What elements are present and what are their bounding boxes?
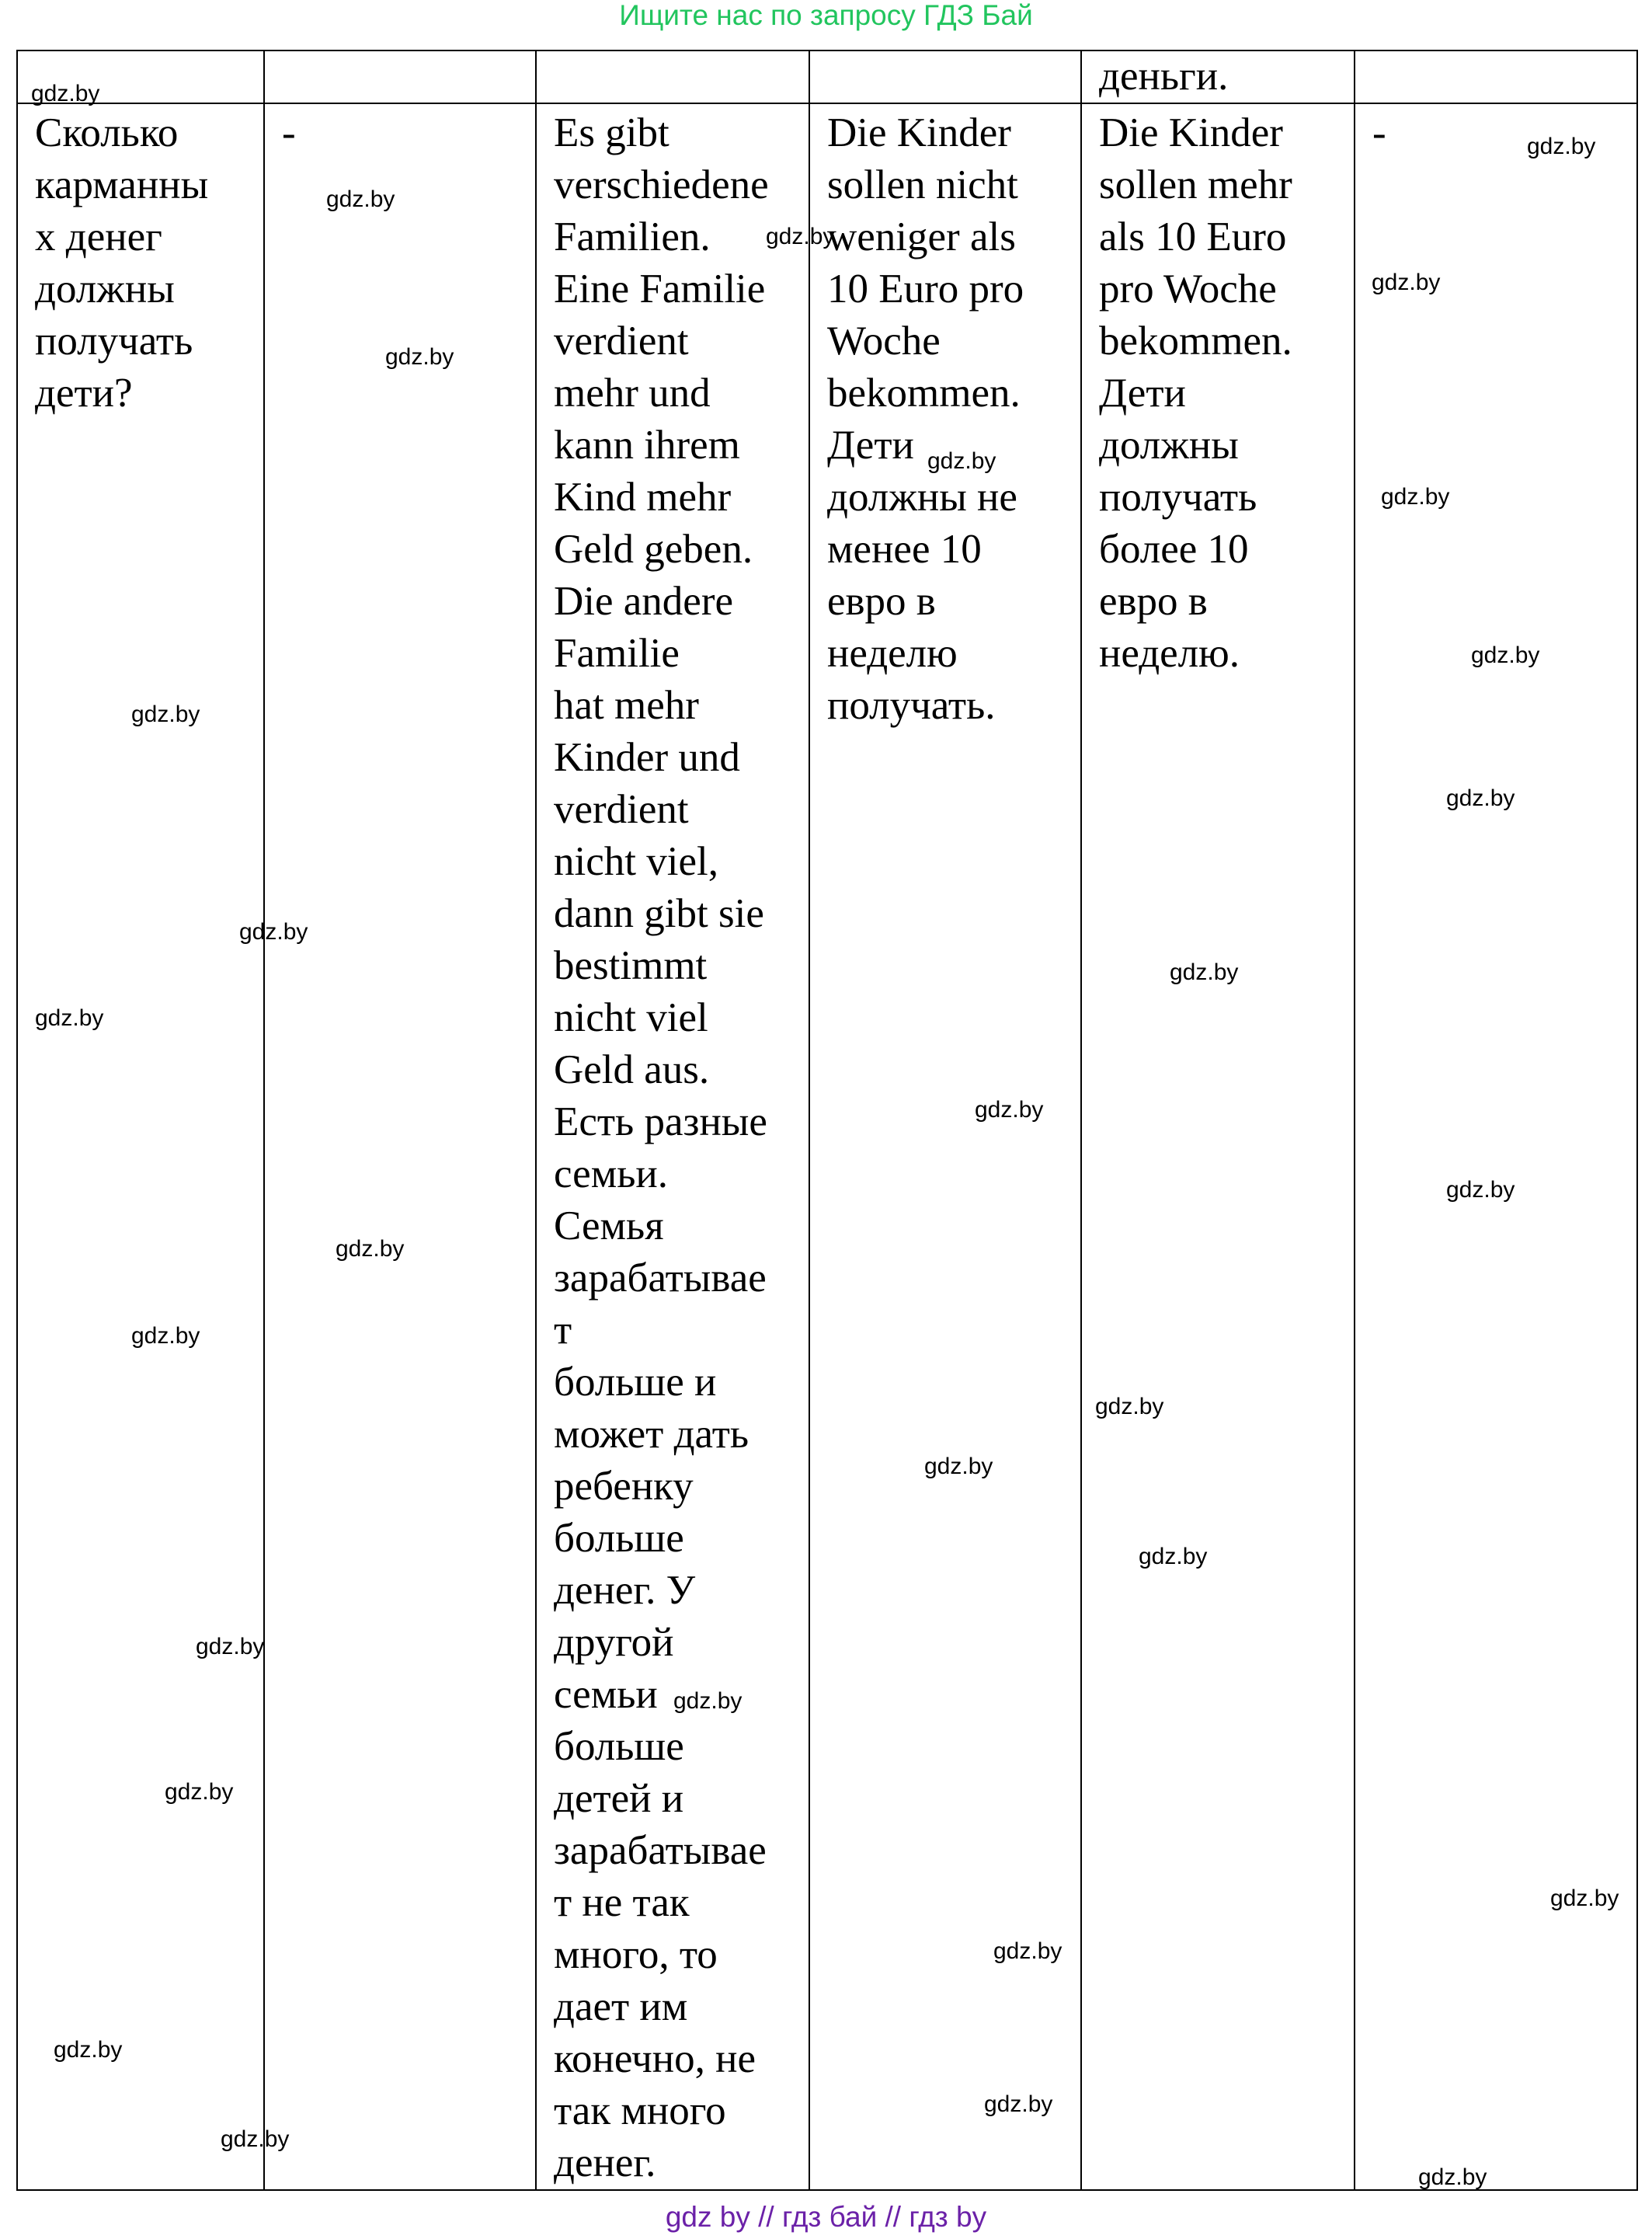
watermark: gdz.by xyxy=(1170,959,1239,985)
watermark: gdz.by xyxy=(385,344,454,370)
question-cell: Сколько карманны х денег должны получать дети? xyxy=(17,103,264,2190)
watermark: gdz.by xyxy=(165,1779,234,1805)
watermark: gdz.by xyxy=(1446,785,1515,811)
watermark: gdz.by xyxy=(1139,1544,1208,1569)
watermark: gdz.by xyxy=(1418,2164,1487,2190)
watermark: gdz.by xyxy=(239,919,308,945)
table-cell: деньги. xyxy=(1081,50,1355,103)
table-cell xyxy=(1355,50,1637,103)
table-cell: - xyxy=(264,103,536,2190)
footer-links[interactable]: gdz by // гдз бай // гдз by xyxy=(665,2201,987,2233)
table-cell xyxy=(536,50,809,103)
watermark: gdz.by xyxy=(993,1938,1062,1964)
watermark: gdz.by xyxy=(35,1005,104,1031)
watermark: gdz.by xyxy=(766,224,835,249)
watermark: gdz.by xyxy=(131,702,200,727)
watermark: gdz.by xyxy=(1527,134,1596,159)
watermark: gdz.by xyxy=(196,1634,265,1659)
answer-table xyxy=(16,50,1638,2191)
answer-cell-long: Es gibt verschiedene Familien. Eine Familie verdient mehr und kann ihrem Kind mehr Geld geben. Die andere Familie hat mehr Kinder und verdient nicht viel, dann gibt sie bestimmt nicht viel Geld aus. Есть разные семьи. Семья зарабатывае т больше и может дать ребенку больше денег. У другой семьи больше детей и зарабатывае т не так много, то дает им конечно, не так много денег. xyxy=(536,103,809,2190)
answer-cell-more: Die Kinder sollen mehr als 10 Euro pro Woche bekommen. Дети должны получать более 10 евро в неделю. xyxy=(1081,103,1355,2190)
table-cell xyxy=(264,50,536,103)
watermark: gdz.by xyxy=(1550,1886,1619,1911)
watermark: gdz.by xyxy=(927,448,996,474)
watermark: gdz.by xyxy=(1372,270,1441,295)
watermark: gdz.by xyxy=(326,186,395,212)
watermark: gdz.by xyxy=(31,81,100,106)
table-cell: - xyxy=(1355,103,1637,2190)
watermark: gdz.by xyxy=(673,1688,743,1714)
header-banner: Ищите нас по запросу ГДЗ Бай xyxy=(619,0,1033,31)
watermark: gdz.by xyxy=(131,1323,200,1349)
table-row-top xyxy=(17,50,1637,103)
answer-cell-min: Die Kinder sollen nicht weniger als 10 Euro pro Woche bekommen. Дети должны не менее 10 евро в неделю получать. xyxy=(809,103,1081,2190)
table-cell xyxy=(809,50,1081,103)
watermark: gdz.by xyxy=(221,2126,290,2152)
watermark: gdz.by xyxy=(1446,1177,1515,1203)
watermark: gdz.by xyxy=(1095,1394,1164,1419)
watermark: gdz.by xyxy=(975,1097,1044,1123)
watermark: gdz.by xyxy=(924,1454,993,1479)
watermark: gdz.by xyxy=(336,1236,405,1262)
watermark: gdz.by xyxy=(54,2037,123,2063)
watermark: gdz.by xyxy=(1471,642,1540,668)
watermark: gdz.by xyxy=(984,2091,1053,2117)
table-row-main xyxy=(17,103,1637,2190)
watermark: gdz.by xyxy=(1381,484,1450,510)
